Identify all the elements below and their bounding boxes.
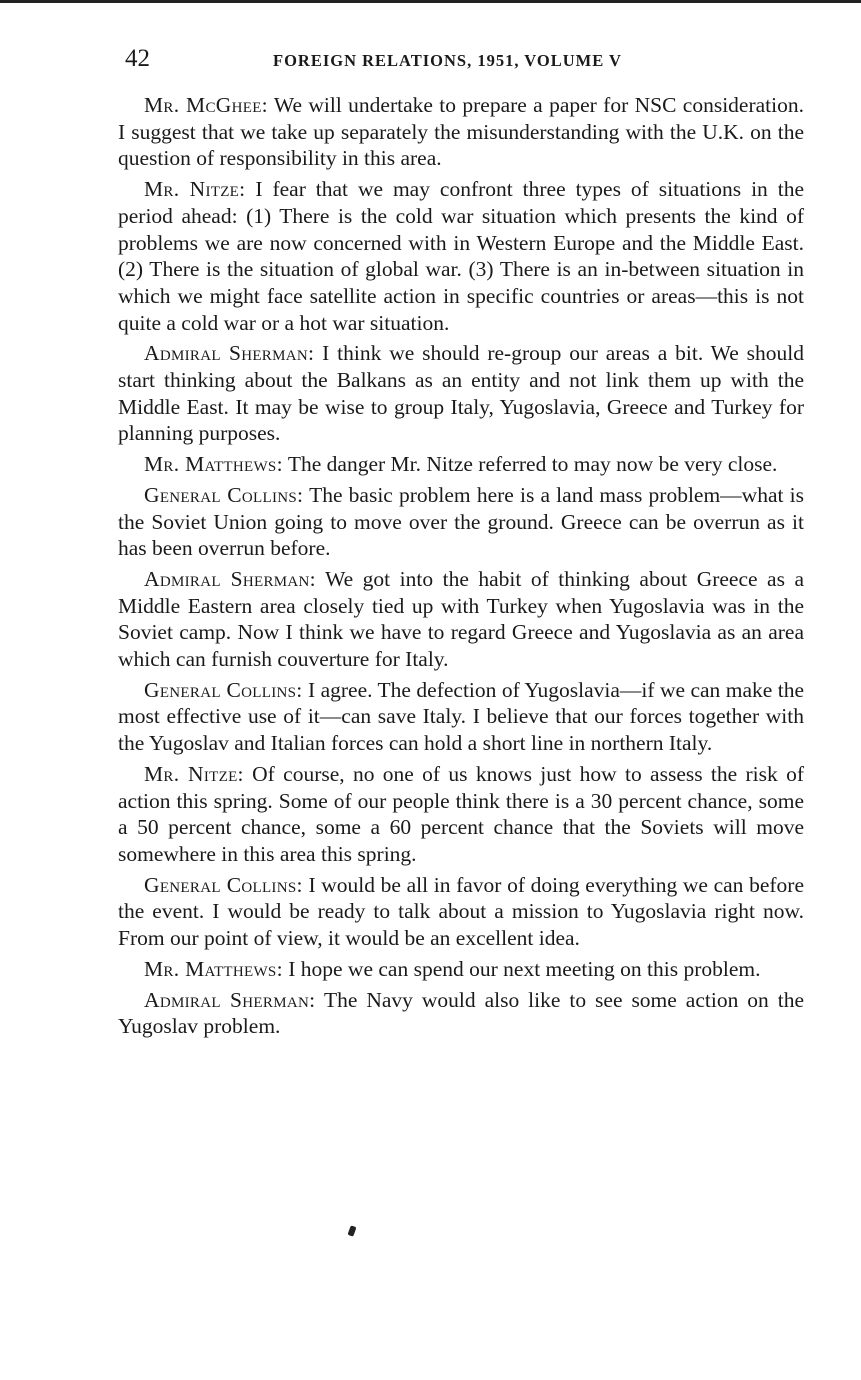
- speech-text: Of course, no one of us knows just how to assess the risk of action this spring. Some of our people think there is a 30 percent chance, some a 50 percent chance, some a 60 percent chance that the Soviets will move somewhere in this area this spring.: [118, 761, 805, 866]
- speech-text: We got into the habit of thinking about Greece as a Middle Eastern area closely tied up with Turkey when Yugoslavia was in the Soviet camp. Now I think we have to regard Greece and Yugoslavia as an area which can furnish couverture for Italy.: [118, 566, 804, 672]
- speech-text: I agree. The defection of Yugoslavia—if we can make the most effective use of it—can save Italy. I believe that our forces together with the Yugoslav and Italian forces can hold a short line in northern Italy.: [118, 677, 804, 756]
- paragraph-sherman: [118, 340, 804, 447]
- running-title: FOREIGN RELATIONS, 1951, VOLUME V: [273, 51, 622, 70]
- paragraph-collins: [118, 872, 804, 952]
- speaker-name: Admiral Sherman:: [144, 987, 316, 1012]
- speech-text: I hope we can spend our next meeting on this problem.: [288, 956, 761, 981]
- speaker-name: Mr. Nitze:: [144, 177, 246, 202]
- speaker-name: General Collins:: [144, 677, 303, 702]
- paragraph-mcghee: [118, 92, 804, 172]
- paragraph-sherman: [118, 987, 804, 1040]
- speech-text: I think we should re-group our areas a bit. We should start thinking about the Balkans as an entity and not link them up with the Middle East. It may be wise to group Italy, Yugoslavia, Greece and Turkey for planning purposes.: [118, 341, 804, 446]
- paragraph-nitze: [118, 176, 804, 336]
- speaker-name: Admiral Sherman:: [144, 566, 316, 591]
- speaker-name: Mr. McGhee:: [144, 93, 268, 117]
- running-head: [125, 44, 805, 78]
- speech-text: The basic problem here is a land mass problem—what is the Soviet Union going to move over the ground. Greece can be overrun as it has been overrun before.: [118, 482, 804, 561]
- paragraph-collins: [118, 677, 804, 757]
- speaker-name: Mr. Matthews:: [144, 956, 283, 981]
- speaker-name: Mr. Nitze:: [144, 761, 244, 786]
- speech-text: I would be all in favor of doing everything we can before the event. I would be ready to talk about a mission to Yugoslavia right now. From our point of view, it would be an excellent idea.: [118, 872, 804, 951]
- speech-text: The Navy would also like to see some action on the Yugoslav problem.: [118, 987, 804, 1039]
- ink-mark: [347, 1225, 356, 1236]
- speech-text: The danger Mr. Nitze referred to may now be very close.: [287, 452, 778, 477]
- speaker-name: General Collins:: [144, 482, 304, 507]
- document-body: [118, 92, 804, 1044]
- speaker-name: Admiral Sherman:: [144, 341, 315, 366]
- paragraph-nitze: [118, 761, 804, 868]
- paragraph-matthews: [118, 451, 804, 478]
- paragraph-sherman: [118, 566, 804, 673]
- paragraph-matthews: [118, 956, 804, 983]
- page-number: 42: [125, 45, 150, 72]
- speaker-name: General Collins:: [144, 872, 303, 897]
- speech-text: We will undertake to prepare a paper for NSC consideration. I suggest that we take up separately the misunderstanding with the U.K. on the question of responsibility in this area.: [118, 93, 804, 171]
- page-top-rule: [0, 0, 861, 3]
- speech-text: I fear that we may confront three types of situations in the period ahead: (1) There is the cold war situation which presents the kind of problems we are now concerned with in Western Europe and the Middle East. (2) There is the situation of global war. (3) There is an in-between situation in which we might face satellite action in specific countries or areas—this is not quite a cold war or a hot war situation.: [118, 177, 805, 335]
- paragraph-collins: [118, 482, 804, 562]
- speaker-name: Mr. Matthews:: [144, 452, 283, 477]
